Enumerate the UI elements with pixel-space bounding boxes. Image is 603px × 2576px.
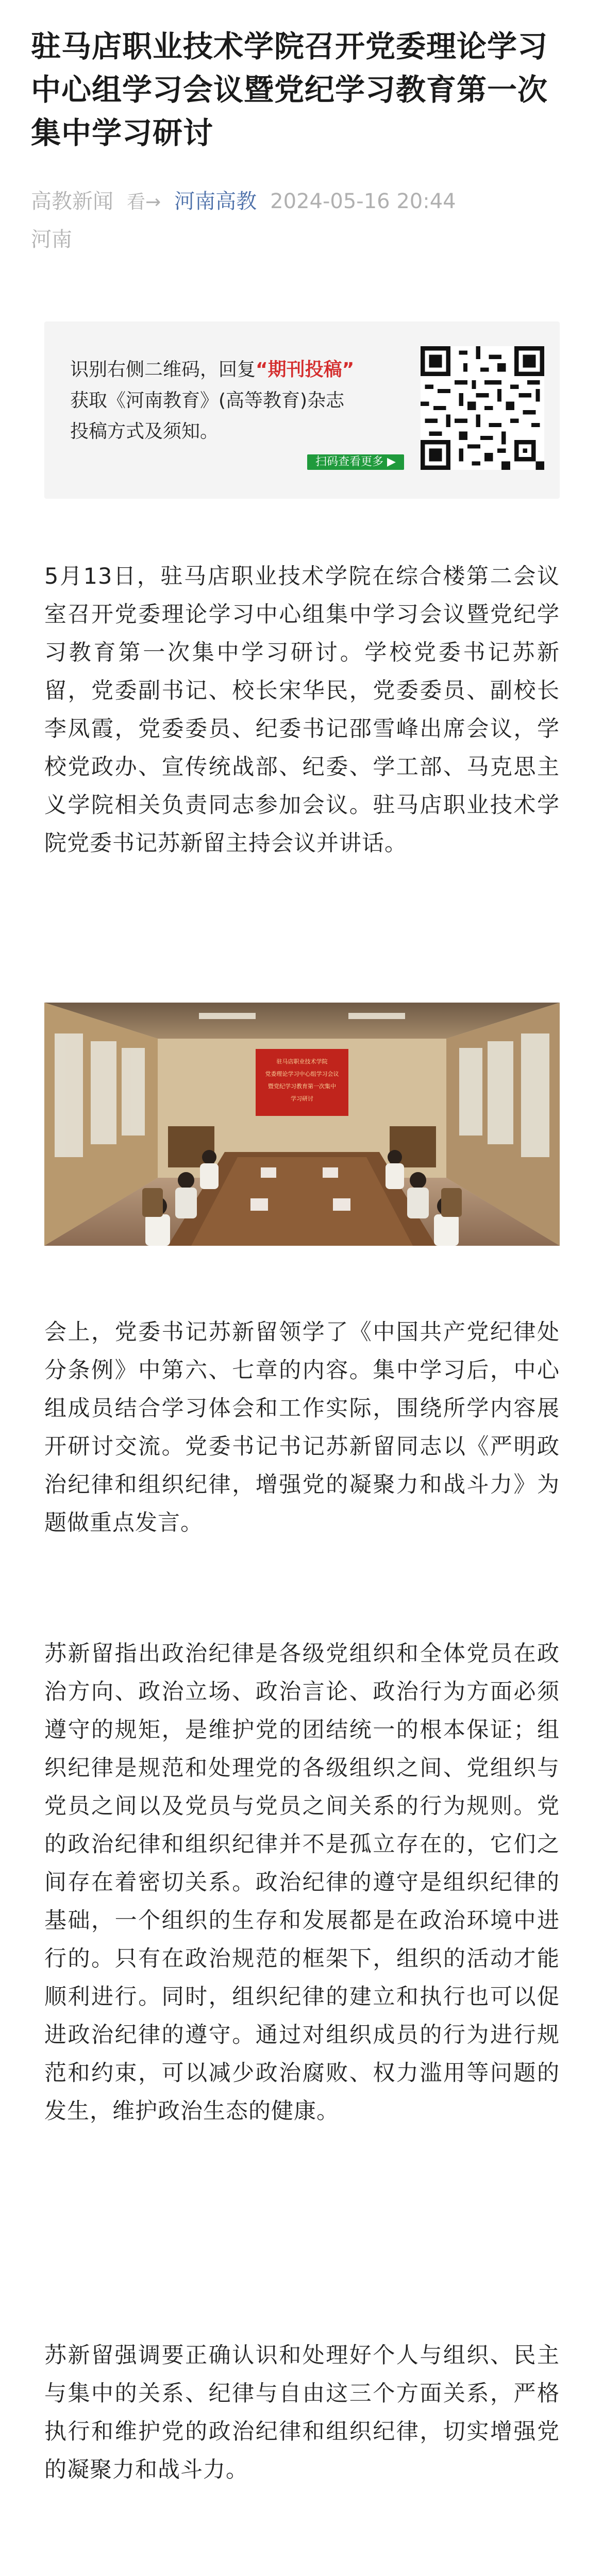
meta-follow[interactable]: 看→ bbox=[127, 192, 161, 213]
article-paragraph-1: 5月13日，驻马店职业技术学院在综合楼第二会议室召开党委理论学习中心组集中学习会议暨党纪学习教育第一次集中学习研讨。学校党委书记苏新留，党委副书记、校长宋华民，党委委员、副校长李凤霞，党委委员、纪委书记邵雪峰出席会议，学校党政办、宣传统战部、纪委、学工部、马克思主义学院相关负责同志参加会议。驻马店职业技术学院党委书记苏新留主持会议并讲话。 bbox=[44, 564, 560, 856]
article-paragraph-2: 会上，党委书记苏新留领学了《中国共产党纪律处分条例》中第六、七章的内容。集中学习后，中心组成员结合学习体会和工作实际，围绕所学内容展开研讨交流。党委书记书记苏新留同志以《严明政治纪律和组织纪律，增强党的凝聚力和战斗力》为题做重点发言。 bbox=[44, 1319, 560, 1536]
banner-line-2: 党委理论学习中心组学习会议 bbox=[265, 1071, 339, 1077]
article-title: 驻马店职业技术学院召开党委理论学习中心组学习会议暨党纪学习教育第一次集中学习研讨 bbox=[31, 29, 548, 150]
submission-ad-banner[interactable] bbox=[44, 321, 560, 499]
ad-line2: 获取《河南教育》(高等教育)杂志 bbox=[70, 390, 345, 411]
banner-line-4: 学习研讨 bbox=[291, 1095, 313, 1102]
meta-category: 高教新闻 bbox=[31, 190, 113, 213]
meta-datetime: 2024-05-16 20:44 bbox=[270, 190, 456, 213]
banner-line-1: 驻马店职业技术学院 bbox=[276, 1058, 328, 1065]
banner-line-3: 暨党纪学习教育第一次集中 bbox=[268, 1083, 336, 1090]
ad-line3: 投稿方式及须知。 bbox=[70, 421, 219, 442]
qr-code-icon[interactable] bbox=[421, 346, 544, 470]
ad-highlight: “期刊投稿” bbox=[256, 359, 355, 380]
article-paragraph-3: 苏新留指出政治纪律是各级党组织和全体党员在政治方向、政治立场、政治言论、政治行为方面必须遵守的规矩，是维护党的团结统一的根本保证；组织纪律是规范和处理党的各级组织之间、党组织与党员之间以及党员与党员之间关系的行为规则。党的政治纪律和组织纪律并不是孤立存在的，它们之间存在着密切关系。政治纪律的遵守是组织纪律的基础，一个组织的生存和发展都是在政治环境中进行的。只有在政治规范的框架下，组织的活动才能顺利进行。同时，组织纪律的建立和执行也可以促进政治纪律的遵守。通过对组织成员的行为进行规范和约束，可以减少政治腐败、权力滥用等问题的发生，维护政治生态的健康。 bbox=[44, 1641, 560, 2124]
ad-text bbox=[70, 354, 400, 447]
article-meta bbox=[31, 183, 572, 258]
source-link[interactable]: 河南高教 bbox=[174, 190, 257, 213]
meeting-photo bbox=[44, 1003, 560, 1246]
ad-line1: 识别右侧二维码，回复 bbox=[70, 359, 256, 380]
scan-more-button[interactable]: 扫码查看更多 ▶ bbox=[307, 454, 404, 470]
meta-location: 河南 bbox=[31, 228, 72, 251]
article-paragraph-4: 苏新留强调要正确认识和处理好个人与组织、民主与集中的关系、纪律与自由这三个方面关系，严格执行和维护党的政治纪律和组织纪律，切实增强党的凝聚力和战斗力。 bbox=[44, 2343, 560, 2483]
